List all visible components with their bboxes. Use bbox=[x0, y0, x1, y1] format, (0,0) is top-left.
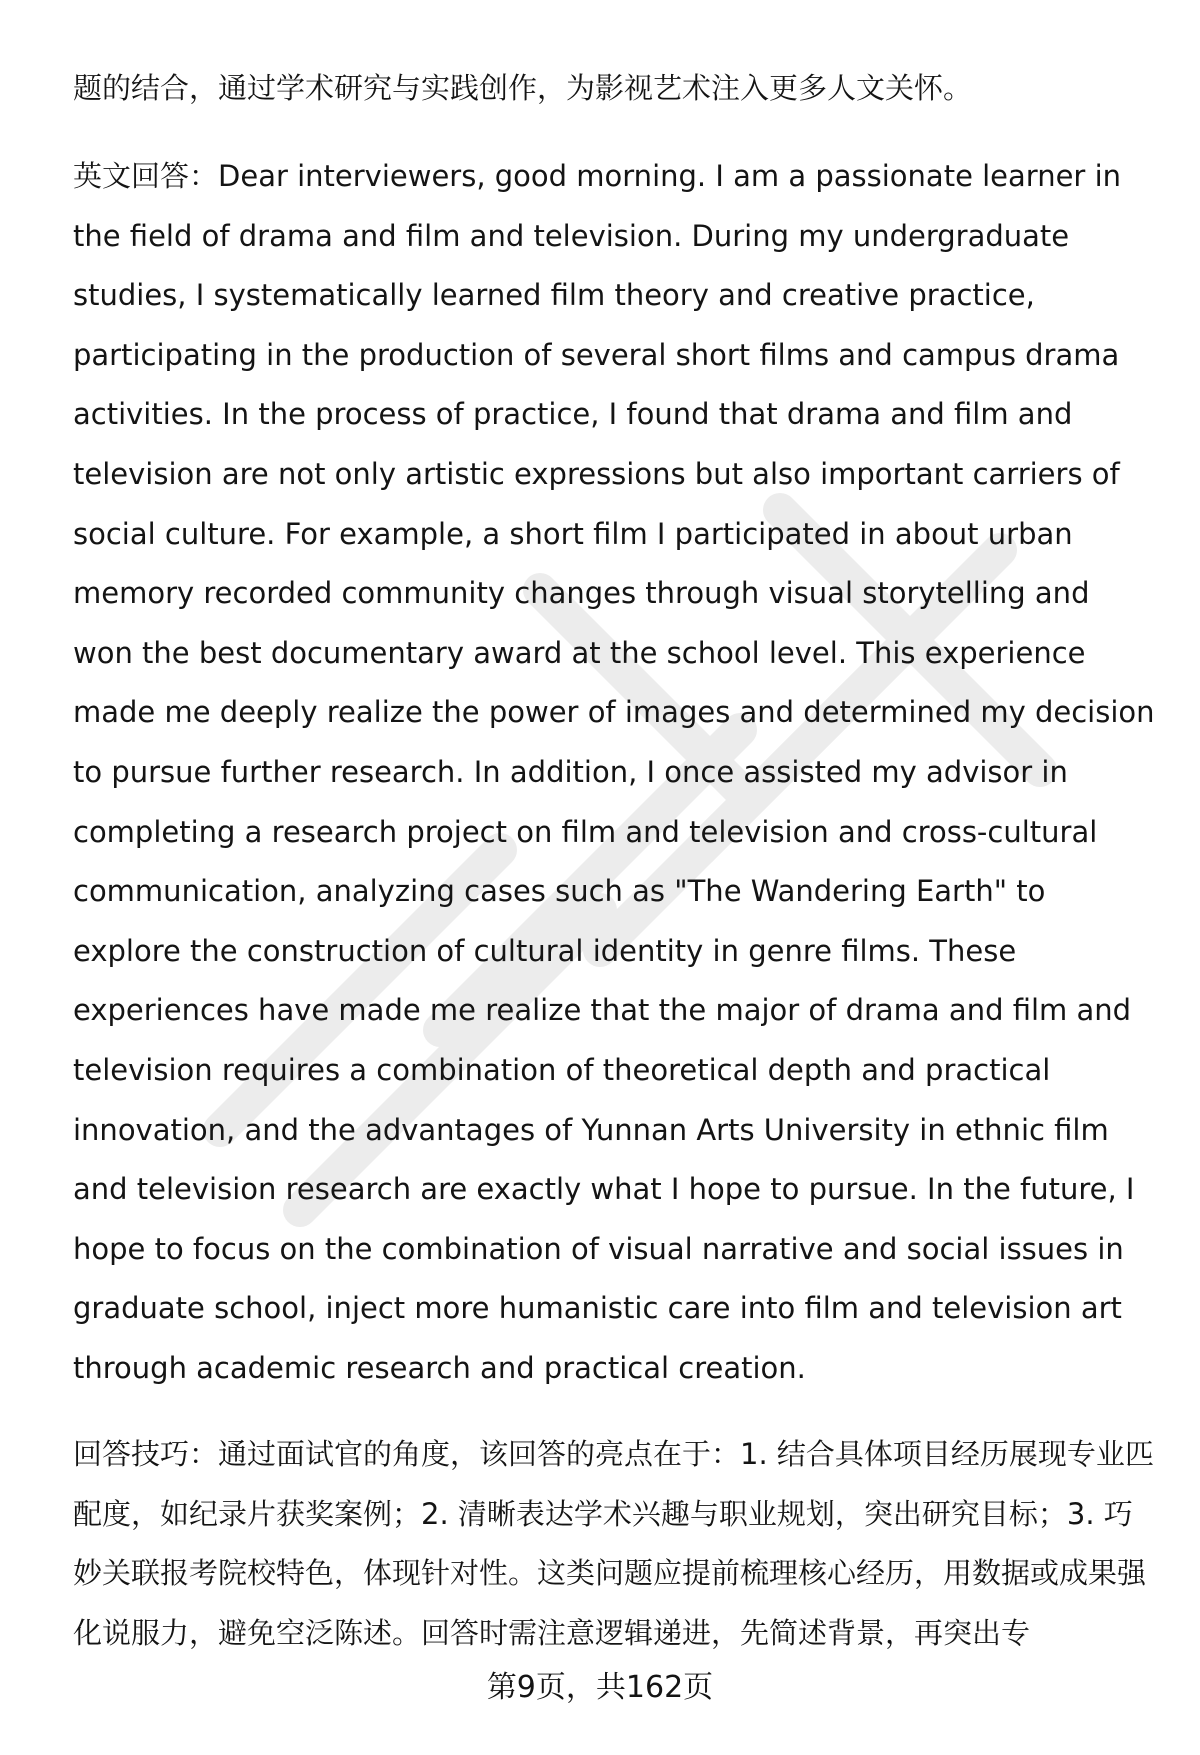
answer-tips-text: 通过面试官的角度，该回答的亮点在于：1. 结合具体项目经历展现专业匹配度，如纪录片获奖案例；2. 清晰表达学术兴趣与职业规划，突出研究目标；3. 巧妙关联报考院校特色，体现针对性。这类问题应提前梳理核心经历，用数据或成果强化说服力，避免空泛陈述。回答时需注意逻辑递进，先简述背景，再突出专 bbox=[73, 1437, 1154, 1650]
answer-tips-paragraph bbox=[73, 1425, 1155, 1663]
intro-continuation: 题的结合，通过学术研究与实践创作，为影视艺术注入更多人文关怀。 bbox=[73, 71, 973, 105]
english-answer-paragraph bbox=[73, 147, 1155, 1398]
page-indicator: 第9页，共162页 bbox=[486, 1670, 714, 1705]
answer-tips-label: 回答技巧： bbox=[73, 1437, 219, 1471]
english-answer-text: Dear interviewers, good morning. I am a passionate learner in the field of drama and film and television. During my undergraduate studies, I systematically learned film theory and creative practice, participating in the production of several short films and campus drama activities. In the process of practice, I found that drama and film and television are not only artistic expressions but also important carriers of social culture. For example, a short film I participated in about urban memory recorded community changes through visual storytelling and won the best documentary award at the school level. This experience made me deeply realize the power of images and determined my decision to pursue further research. In addition, I once assisted my advisor in completing a research project on film and television and cross-cultural communication, analyzing cases such as "The Wandering Earth" to explore the construction of cultural identity in genre films. These experiences have made me realize that the major of drama and film and television requires a combination of theoretical depth and practical innovation, and the advantages of Yunnan Arts University in ethnic film and television research are exactly what I hope to pursue. In the future, I hope to focus on the combination of visual narrative and social issues in graduate school, inject more humanistic care into film and television art through academic research and practical creation. bbox=[73, 159, 1155, 1385]
english-answer-label: 英文回答： bbox=[73, 159, 219, 193]
